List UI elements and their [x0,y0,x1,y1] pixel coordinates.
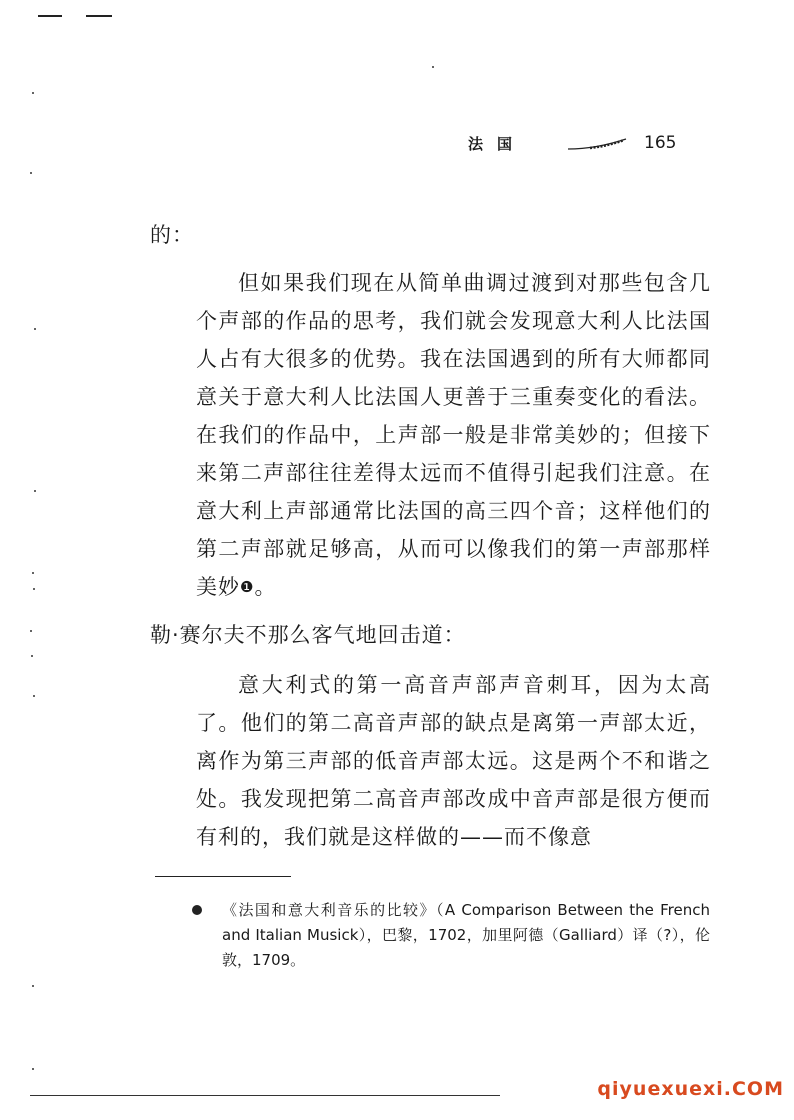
watermark: qiyuexuexi.COM [597,1078,784,1100]
quote-text: 但如果我们现在从简单曲调过渡到对那些包含几个声部的作品的思考，我们就会发现意大利人比法国人占有大很多的优势。我在法国遇到的所有大师都同意关于意大利人比法国人更善于三重奏变化的看法。在我们的作品中，上声部一般是非常美妙的；但接下来第二声部往往差得太远而不值得引起我们注意。在意大利上声部通常比法国的高三四个音；这样他们的第二声部就足够高，从而可以像我们的第一声部那样美妙 [196,271,711,599]
scan-speck [33,588,35,590]
scan-speck [32,1068,34,1070]
scan-speck [31,655,33,657]
scan-mark [86,15,112,17]
flourish-icon [566,137,628,153]
footnote-reference: ❶ [240,578,255,596]
scan-speck [30,630,32,632]
quote-french-advocate [196,264,711,606]
scan-speck [32,985,34,987]
scan-speck [32,572,34,574]
scan-edge-line [30,1095,500,1096]
scan-speck [33,695,35,697]
lead-fragment: 的： [150,223,194,247]
page-number: 165 [644,133,677,153]
scan-speck [34,490,36,492]
scan-speck [432,66,434,68]
footnote-marker-icon [192,905,202,915]
scan-speck [32,92,34,94]
intro-le-cerf: 勒·赛尔夫不那么客气地回击道： [150,623,466,647]
quote-le-cerf: 意大利式的第一高音声部声音刺耳，因为太高了。他们的第二高音声部的缺点是离第一声部太近，离作为第三声部的低音声部太远。这是两个不和谐之处。我发现把第二高音声部改成中音声部是很方便而有利的，我们就是这样做的——而不像意 [196,673,711,849]
header-title: 法国 [468,135,527,153]
running-header [468,133,688,157]
scan-speck [30,172,32,174]
footnote-text: 《法国和意大利音乐的比较》（A Comparison Between the French and Italian Musick），巴黎，1702，加里阿德（Galliard）译（?），伦敦，1709。 [222,901,710,969]
quote-end: 。 [254,575,277,599]
scan-speck [34,328,36,330]
scan-mark [38,15,62,17]
footnote-rule [155,876,291,877]
